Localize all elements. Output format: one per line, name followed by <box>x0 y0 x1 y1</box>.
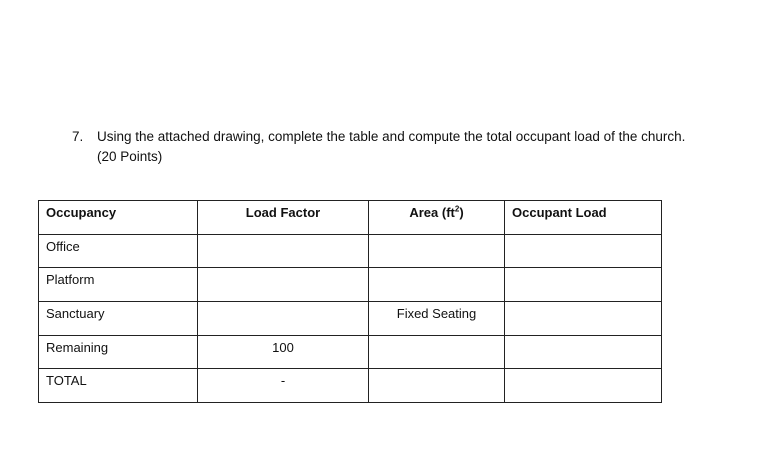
cell-area[interactable] <box>369 234 505 268</box>
cell-occupant-load[interactable] <box>505 301 662 335</box>
cell-occupant-load[interactable] <box>505 335 662 369</box>
header-area-suffix: ) <box>459 205 464 220</box>
table-row-sanctuary <box>39 301 662 335</box>
cell-area[interactable] <box>369 268 505 302</box>
cell-occupant-load[interactable] <box>505 369 662 403</box>
cell-area[interactable] <box>369 369 505 403</box>
cell-occupancy: Office <box>39 234 198 268</box>
cell-load-factor[interactable] <box>198 268 369 302</box>
table-row-platform <box>39 268 662 302</box>
header-area-superscript: 2 <box>454 204 460 214</box>
cell-occupant-load[interactable] <box>505 268 662 302</box>
header-area <box>369 201 505 235</box>
header-area-prefix: Area (ft <box>409 205 455 220</box>
question-text: Using the attached drawing, complete the table and compute the total occupant load of the church. (20 Points) <box>97 129 686 164</box>
question-number: 7. <box>72 129 84 144</box>
header-load-factor: Load Factor <box>198 201 369 235</box>
table-row-remaining <box>39 335 662 369</box>
cell-occupancy: Platform <box>39 268 198 302</box>
occupant-load-table <box>38 200 662 403</box>
cell-area: Fixed Seating <box>369 301 505 335</box>
table-row-office <box>39 234 662 268</box>
cell-load-factor[interactable] <box>198 301 369 335</box>
header-occupant-load: Occupant Load <box>505 201 662 235</box>
cell-load-factor: 100 <box>198 335 369 369</box>
cell-load-factor: - <box>198 369 369 403</box>
header-occupancy: Occupancy <box>39 201 198 235</box>
cell-load-factor[interactable] <box>198 234 369 268</box>
cell-occupancy: TOTAL <box>39 369 198 403</box>
table-row-total <box>39 369 662 403</box>
table-header-row <box>39 201 662 235</box>
cell-occupant-load[interactable] <box>505 234 662 268</box>
cell-area[interactable] <box>369 335 505 369</box>
cell-occupancy: Sanctuary <box>39 301 198 335</box>
cell-occupancy: Remaining <box>39 335 198 369</box>
